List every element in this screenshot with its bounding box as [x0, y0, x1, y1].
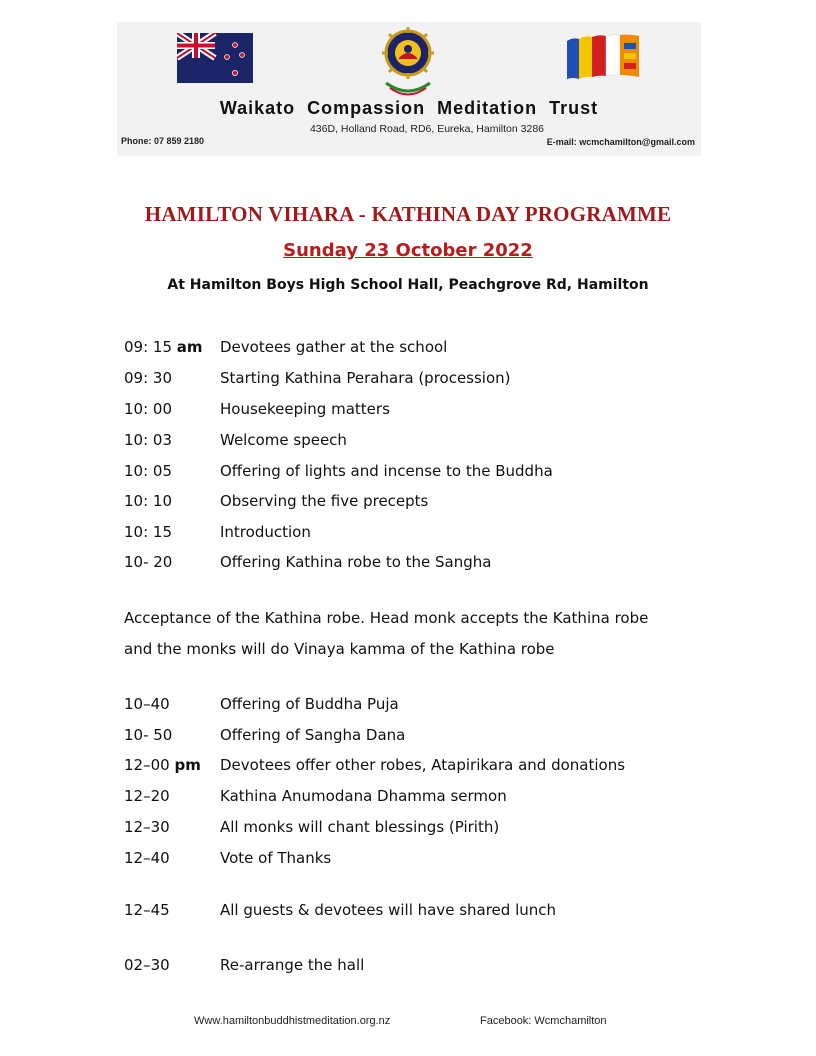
- schedule-time: 12–45: [124, 901, 170, 919]
- schedule-description: Offering of Buddha Puja: [220, 695, 399, 713]
- schedule-ampm: am: [176, 338, 203, 356]
- schedule-description: Offering of lights and incense to the Buddha: [220, 462, 553, 480]
- schedule-time: 10: 15: [124, 523, 172, 541]
- schedule-time: 12–30: [124, 818, 170, 836]
- schedule-description: Re-arrange the hall: [220, 956, 365, 974]
- organization-name: Waikato Compassion Meditation Trust: [219, 98, 599, 118]
- paragraph-line: and the monks will do Vinaya kamma of the Kathina robe: [124, 640, 555, 658]
- schedule-ampm: pm: [174, 756, 201, 774]
- schedule-time: 10- 50: [124, 726, 173, 744]
- programme-title: HAMILTON VIHARA - KATHINA DAY PROGRAMME: [144, 202, 672, 226]
- letterhead: [117, 22, 701, 156]
- organization-email: E-mail: wcmchamilton@gmail.com: [546, 137, 695, 147]
- paragraph-line: Acceptance of the Kathina robe. Head monk accepts the Kathina robe: [124, 609, 649, 627]
- programme-date: Sunday 23 October 2022: [283, 240, 533, 261]
- new-zealand-flag-icon: [177, 33, 253, 83]
- schedule-time: 10: 05: [124, 462, 172, 480]
- footer-facebook: Facebook: Wcmchamilton: [480, 1015, 607, 1027]
- schedule-time: 12–40: [124, 849, 170, 867]
- schedule-description: Observing the five precepts: [220, 492, 429, 510]
- schedule-time: 02–30: [124, 956, 170, 974]
- dharma-wheel-emblem-icon: [376, 25, 440, 99]
- schedule-description: Vote of Thanks: [220, 849, 332, 867]
- schedule-time: 10: 03: [124, 431, 172, 449]
- schedule-time: 09: 15: [124, 338, 177, 356]
- footer-website: Www.hamiltonbuddhistmeditation.org.nz: [194, 1015, 391, 1027]
- schedule-description: All guests & devotees will have shared lunch: [220, 901, 557, 919]
- schedule-time: 12–20: [124, 787, 170, 805]
- schedule-description: Welcome speech: [220, 431, 347, 449]
- schedule-description: Housekeeping matters: [220, 400, 390, 418]
- schedule-description: Offering of Sangha Dana: [220, 726, 406, 744]
- schedule-description: Starting Kathina Perahara (procession): [220, 369, 511, 387]
- schedule-description: All monks will chant blessings (Pirith): [220, 818, 500, 836]
- programme-venue: At Hamilton Boys High School Hall, Peachgrove Rd, Hamilton: [167, 277, 649, 293]
- schedule-time: 09: 30: [124, 369, 172, 387]
- organization-phone: Phone: 07 859 2180: [121, 136, 205, 146]
- schedule-time: 10–40: [124, 695, 170, 713]
- schedule-time: 10: 00: [124, 400, 172, 418]
- schedule-description: Kathina Anumodana Dhamma sermon: [220, 787, 507, 805]
- schedule-description: Offering Kathina robe to the Sangha: [220, 553, 492, 571]
- schedule-time: 12–00: [124, 756, 175, 774]
- schedule-description: Devotees gather at the school: [220, 338, 448, 356]
- organization-address: 436D, Holland Road, RD6, Eureka, Hamilton 3286: [309, 123, 545, 135]
- acceptance-paragraph: [124, 603, 704, 665]
- schedule-time: 10- 20: [124, 553, 173, 571]
- schedule-time: 10: 10: [124, 492, 172, 510]
- buddhist-flag-icon: [565, 33, 641, 83]
- schedule-description: Introduction: [220, 523, 311, 541]
- schedule-description: Devotees offer other robes, Atapirikara and donations: [220, 756, 626, 774]
